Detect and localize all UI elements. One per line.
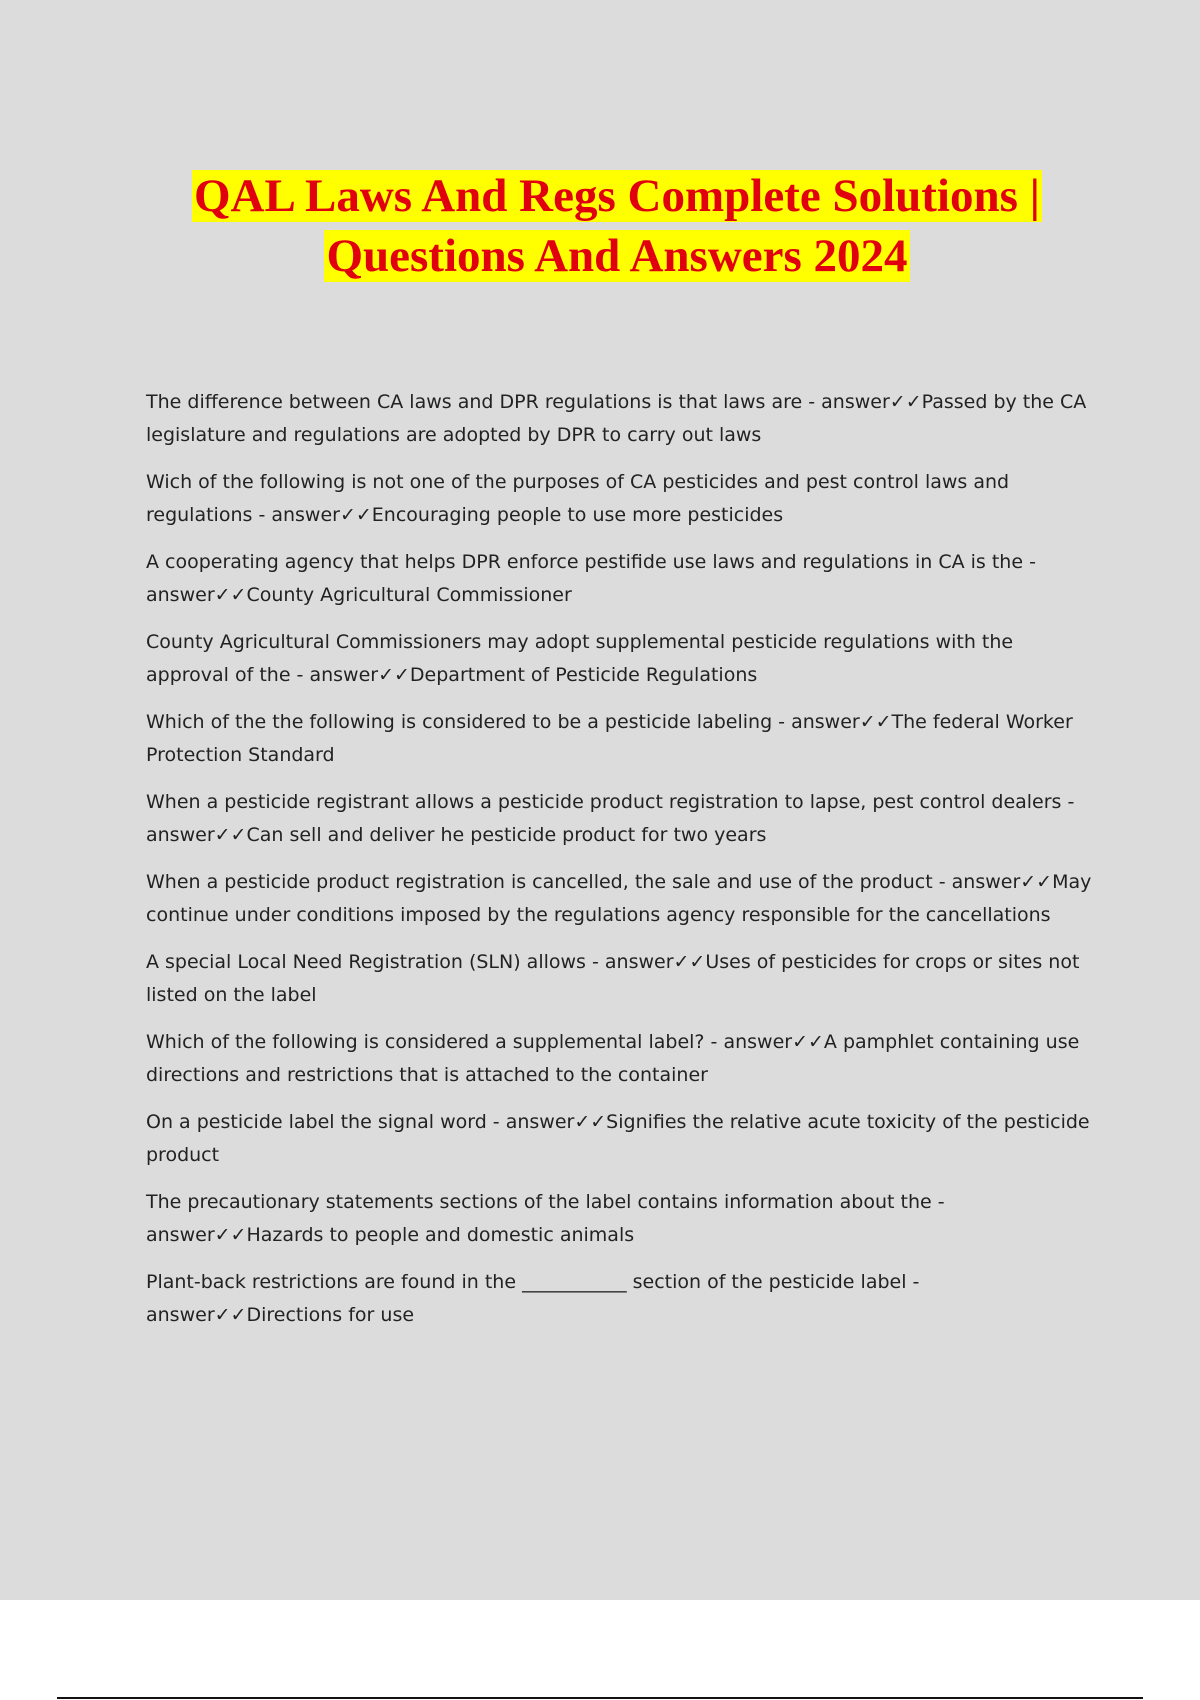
qa-list [146,386,1096,1346]
document-title [0,166,1200,286]
qa-item: County Agricultural Commissioners may adopt supplemental pesticide regulations with the approval of the - answer✓✓Department of Pesticide Regulations [146,631,1014,686]
qa-item: Wich of the following is not one of the purposes of CA pesticides and pest control laws and regulations - answer✓✓Encouraging people to use more pesticides [146,471,1010,526]
bottom-rule [57,1697,1143,1699]
title-line-1: QAL Laws And Regs Complete Solutions | [193,170,1041,222]
qa-item: When a pesticide registrant allows a pesticide product registration to lapse, pest control dealers - answer✓✓Can sell and deliver he pesticide product for two years [146,791,1075,846]
qa-item: A cooperating agency that helps DPR enforce pestifide use laws and regulations in CA is the - answer✓✓County Agricultural Commissioner [146,551,1036,606]
qa-item: The precautionary statements sections of the label contains information about the - answer✓✓Hazards to people and domestic animals [146,1191,945,1246]
qa-item: Which of the the following is considered to be a pesticide labeling - answer✓✓The federal Worker Protection Standard [146,711,1073,766]
qa-item: A special Local Need Registration (SLN) allows - answer✓✓Uses of pesticides for crops or sites not listed on the label [146,951,1080,1006]
qa-item: Plant-back restrictions are found in the ___________ section of the pesticide label - answer✓✓Directions for use [146,1271,920,1326]
qa-item: The difference between CA laws and DPR regulations is that laws are - answer✓✓Passed by the CA legislature and regulations are adopted by DPR to carry out laws [146,391,1087,446]
qa-item: On a pesticide label the signal word - answer✓✓Signifies the relative acute toxicity of the pesticide product [146,1111,1090,1166]
qa-item: Which of the following is considered a supplemental label? - answer✓✓A pamphlet containing use directions and restrictions that is attached to the container [146,1031,1080,1086]
title-line-2: Questions And Answers 2024 [326,230,908,282]
qa-item: When a pesticide product registration is cancelled, the sale and use of the product - answer✓✓May continue under conditions imposed by the regulations agency responsible for the cancellations [146,871,1092,926]
